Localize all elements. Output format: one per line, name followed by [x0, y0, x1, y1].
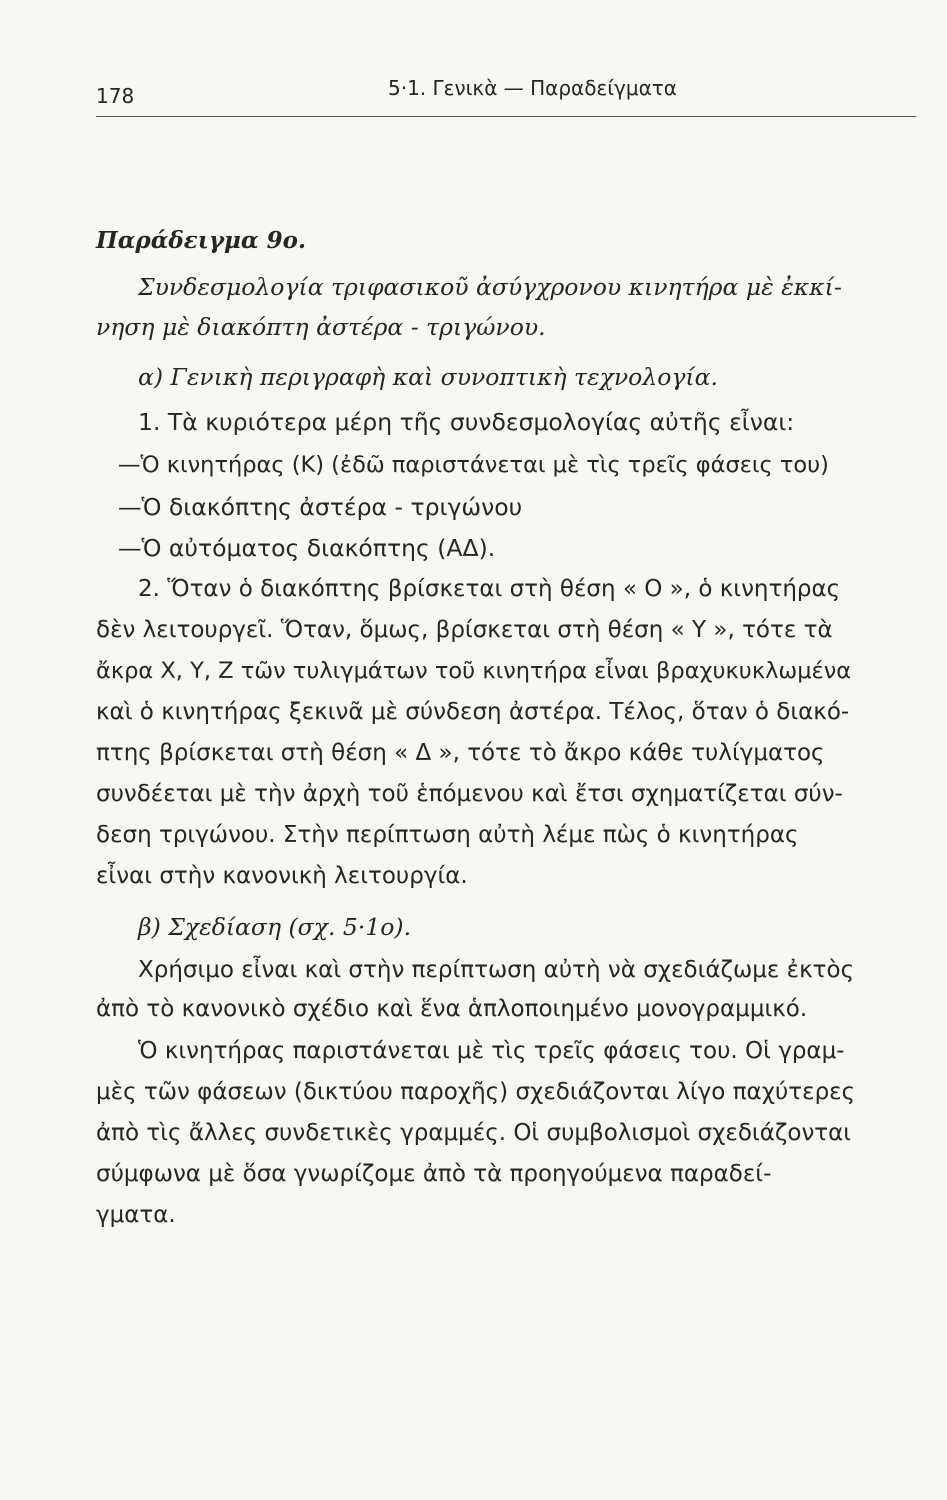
- paragraph-line: συνδέεται μὲ τὴν ἀρχὴ τοῦ ἑπόμενου καὶ ἔτσι σχηματίζεται σύν-: [96, 781, 843, 807]
- subtitle-line: νηση μὲ διακόπτη ἀστέρα - τριγώνου.: [96, 313, 546, 341]
- running-head: 5·1. Γενικὰ — Παραδείγματα: [388, 76, 677, 100]
- paragraph-line: Χρήσιμο εἶναι καὶ στὴν περίπτωση αὐτὴ νὰ σχεδιάζωμε ἐκτὸς: [138, 957, 855, 983]
- part-list-item: —Ὁ διακόπτης ἀστέρα - τριγώνου: [118, 493, 523, 521]
- paragraph-line: μὲς τῶν φάσεων (δικτύου παροχῆς) σχεδιάζονται λίγο παχύτερες: [96, 1079, 856, 1105]
- paragraph-line: γματα.: [96, 1202, 176, 1228]
- page-number: 178: [96, 84, 135, 108]
- paragraph-line: δὲν λειτουργεῖ. Ὅταν, ὅμως, βρίσκεται στὴ θέση « Υ », τότε τὰ: [96, 617, 833, 643]
- paragraph-line: καὶ ὁ κινητήρας ξεκινᾶ μὲ σύνδεση ἀστέρα. Τέλος, ὅταν ὁ διακό-: [96, 699, 850, 725]
- paragraph-line: εἶναι στὴν κανονικὴ λειτουργία.: [96, 863, 468, 889]
- page-header: [96, 70, 916, 110]
- part-list-item: —Ὁ κινητήρας (Κ) (ἐδῶ παριστάνεται μὲ τὶς τρεῖς φάσεις του): [118, 452, 829, 478]
- header-rule: [96, 116, 916, 117]
- paragraph-line: Ὁ κινητήρας παριστάνεται μὲ τὶς τρεῖς φάσεις του. Οἱ γραμ-: [138, 1038, 845, 1064]
- example-title: Παράδειγμα 9ο.: [96, 227, 306, 254]
- part-list-item: —Ὁ αὐτόματος διακόπτης (ΑΔ).: [118, 534, 496, 562]
- paragraph-line: 2. Ὅταν ὁ διακόπτης βρίσκεται στὴ θέση « Ο », ὁ κινητήρας: [138, 576, 841, 602]
- subtitle-line: Συνδεσμολογία τριφασικοῦ ἀσύγχρονου κινητήρα μὲ ἐκκί-: [138, 273, 842, 301]
- paragraph-line: ἄκρα Χ, Υ, Ζ τῶν τυλιγμάτων τοῦ κινητήρα εἶναι βραχυκυκλωμένα: [96, 658, 852, 684]
- paragraph-line: πτης βρίσκεται στὴ θέση « Δ », τότε τὸ ἄκρο κάθε τυλίγματος: [96, 740, 825, 766]
- paragraph-line: ἀπὸ τὸ κανονικὸ σχέδιο καὶ ἕνα ἁπλοποιημένο μονογραμμικό.: [96, 996, 808, 1022]
- section-a-heading: α) Γενικὴ περιγραφὴ καὶ συνοπτικὴ τεχνολογία.: [138, 363, 718, 391]
- paragraph-line: δεση τριγώνου. Στὴν περίπτωση αὐτὴ λέμε πὼς ὁ κινητήρας: [96, 822, 799, 848]
- section-b-heading: β) Σχεδίαση (σχ. 5·1ο).: [138, 913, 412, 941]
- paragraph-line: σύμφωνα μὲ ὅσα γνωρίζομε ἀπὸ τὰ προηγούμενα παραδεί-: [96, 1161, 772, 1187]
- paragraph-line: ἀπὸ τὶς ἄλλες συνδετικὲς γραμμές. Οἱ συμβολισμοὶ σχεδιάζονται: [96, 1120, 852, 1146]
- item-1: 1. Τὰ κυριότερα μέρη τῆς συνδεσμολογίας αὐτῆς εἶναι:: [138, 408, 795, 436]
